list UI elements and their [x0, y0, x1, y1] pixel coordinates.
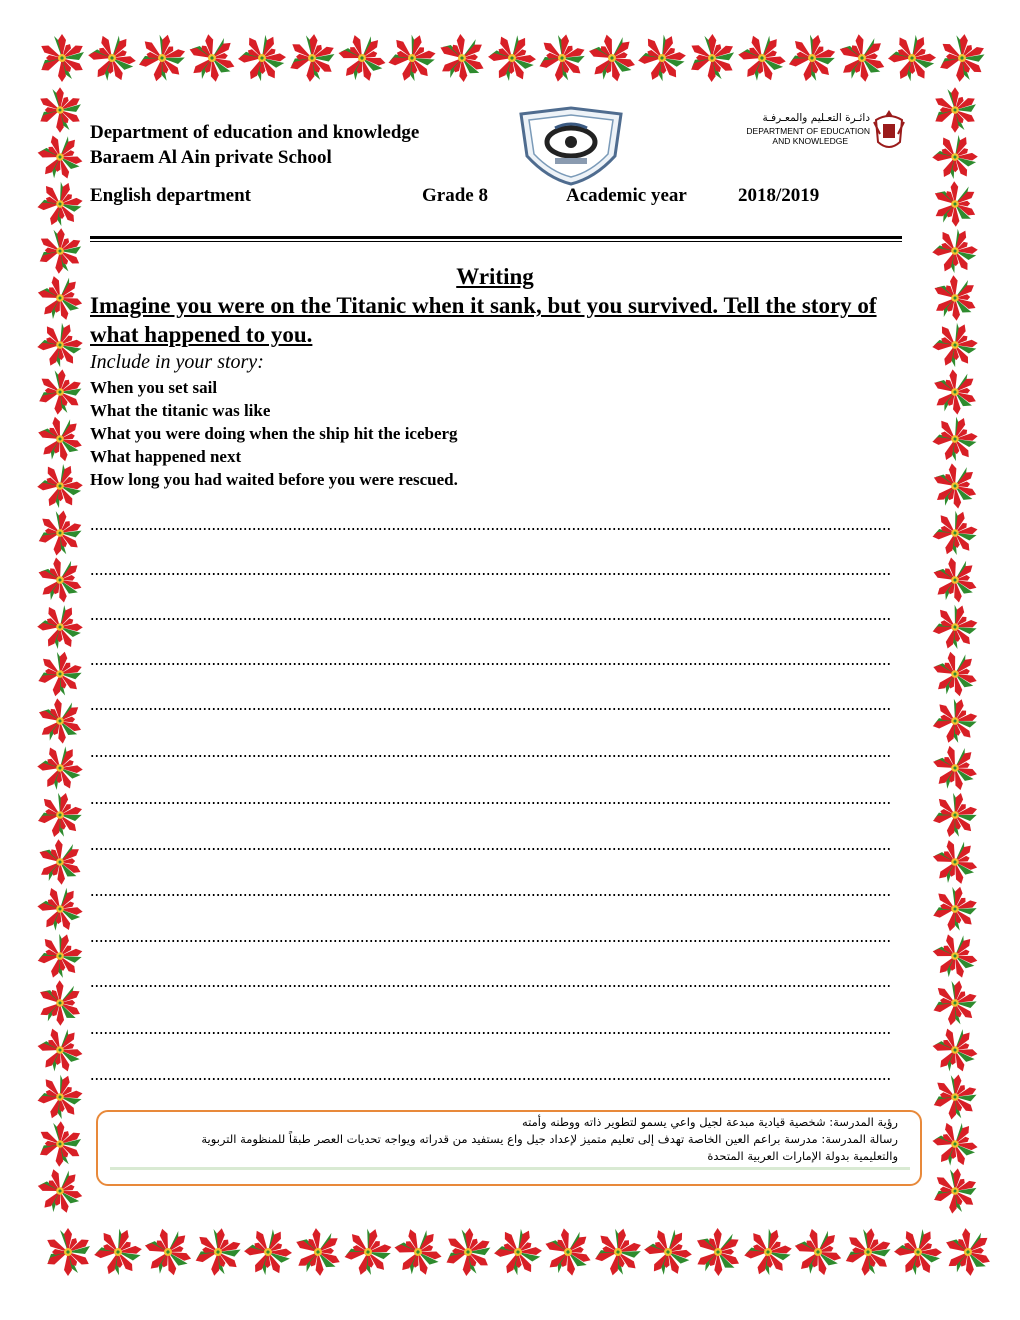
- poinsettia-icon: [785, 1219, 851, 1285]
- adek-logo: [730, 112, 870, 146]
- poinsettia-icon: [79, 25, 144, 91]
- poinsettia-icon: [135, 1219, 201, 1285]
- writing-line[interactable]: [90, 663, 890, 665]
- poinsettia-icon: [231, 26, 294, 90]
- poinsettia-icon: [192, 1225, 245, 1280]
- include-label: Include in your story:: [90, 351, 264, 373]
- poinsettia-icon: [29, 549, 92, 611]
- school-vision-text: رؤية المدرسة: شخصية قيادية مبدعة لجيل واعي يسمو لتطوير ذاته ووطنه وأمته: [522, 1115, 898, 1129]
- poinsettia-icon: [39, 34, 85, 82]
- school-mission-text: رسالة المدرسة: مدرسة براعم العين الخاصة تهدف إلى تعليم متميز لإعداد جيل واع يستفيد من قدراته ويواجه تحديات العصر طبقاً للمنظومة التربوية: [201, 1132, 898, 1146]
- emblem-icon: [872, 108, 906, 154]
- poinsettia-icon: [929, 976, 980, 1029]
- poinsettia-icon: [924, 925, 987, 988]
- writing-line[interactable]: [90, 802, 890, 804]
- poinsettia-icon: [590, 1223, 645, 1280]
- poinsettia-icon: [924, 831, 987, 894]
- header-divider-thin: [90, 241, 902, 242]
- poinsettia-icon: [29, 408, 92, 471]
- poinsettia-icon: [35, 507, 85, 559]
- writing-line[interactable]: [90, 573, 890, 575]
- writing-line[interactable]: [90, 848, 890, 850]
- poinsettia-icon: [329, 25, 395, 91]
- poinsettia-icon: [32, 1068, 89, 1126]
- poinsettia-icon: [928, 693, 983, 749]
- writing-line[interactable]: [90, 940, 890, 942]
- poinsettia-icon: [487, 1220, 549, 1283]
- school-name: Baraem Al Ain private School: [90, 147, 332, 168]
- school-mission-text-continued: والتعليمية بدولة الإمارات العربية المتحدة: [707, 1149, 898, 1163]
- writing-prompt: Imagine you were on the Titanic when it sank, but you survived. Tell the story of what happened to you.: [90, 293, 877, 347]
- list-item: What happened next: [90, 447, 242, 466]
- vision-box-inner: [110, 1124, 910, 1170]
- writing-line[interactable]: [90, 528, 890, 530]
- poinsettia-icon: [38, 87, 81, 133]
- poinsettia-icon: [927, 504, 984, 562]
- poinsettia-icon: [935, 1219, 1001, 1284]
- poinsettia-icon: [929, 882, 981, 936]
- poinsettia-icon: [927, 598, 983, 655]
- poinsettia-icon: [933, 87, 976, 133]
- department-name: Department of education and knowledge: [90, 122, 420, 143]
- poinsettia-icon: [535, 30, 588, 85]
- writing-line[interactable]: [90, 618, 890, 620]
- poinsettia-icon: [926, 410, 984, 469]
- writing-title: Writing: [456, 264, 534, 289]
- grade-label: Grade 8: [422, 185, 488, 206]
- poinsettia-icon: [689, 34, 735, 83]
- poinsettia-icon: [45, 1228, 91, 1276]
- poinsettia-icon: [33, 787, 87, 842]
- poinsettia-icon: [924, 174, 986, 235]
- poinsettia-icon: [88, 1221, 149, 1283]
- poinsettia-icon: [784, 29, 840, 87]
- poinsettia-icon: [29, 1019, 91, 1082]
- poinsettia-icon: [926, 315, 985, 375]
- poinsettia-icon: [738, 1221, 798, 1283]
- poinsettia-icon: [287, 32, 337, 84]
- poinsettia-icon: [429, 26, 494, 91]
- poinsettia-icon: [32, 928, 87, 985]
- list-item: What the titanic was like: [90, 401, 271, 420]
- poinsettia-icon: [29, 690, 91, 752]
- poinsettia-icon: [29, 878, 91, 940]
- poinsettia-icon: [925, 127, 985, 188]
- poinsettia-icon: [30, 596, 91, 657]
- poinsettia-icon: [886, 1220, 950, 1285]
- poinsettia-icon: [924, 1113, 986, 1176]
- writing-line[interactable]: [90, 985, 890, 987]
- poinsettia-icon: [686, 1220, 751, 1284]
- poinsettia-icon: [444, 1226, 493, 1277]
- school-vision-box: [96, 1110, 922, 1186]
- list-item: When you set sail: [90, 378, 218, 397]
- poinsettia-icon: [29, 973, 90, 1034]
- adek-english-line1: DEPARTMENT OF EDUCATION: [746, 126, 870, 136]
- poinsettia-icon: [535, 1219, 601, 1285]
- english-department-label: English department: [90, 185, 251, 206]
- header-divider: [90, 236, 902, 239]
- poinsettia-icon: [842, 1225, 894, 1279]
- poinsettia-icon: [579, 25, 645, 91]
- poinsettia-icon: [829, 25, 895, 90]
- poinsettia-icon: [29, 737, 90, 799]
- poinsettia-icon: [339, 1222, 397, 1282]
- writing-line[interactable]: [90, 708, 890, 710]
- poinsettia-icon: [134, 29, 190, 87]
- writing-line[interactable]: [90, 1078, 890, 1080]
- poinsettia-icon: [385, 1219, 451, 1285]
- poinsettia-icon: [928, 787, 982, 842]
- poinsettia-icon: [29, 126, 92, 189]
- poinsettia-icon: [383, 28, 442, 88]
- poinsettia-icon: [480, 25, 544, 90]
- poinsettia-icon: [937, 32, 987, 85]
- adek-arabic-name: دائـرة التعـليم والمعـرفـة: [762, 112, 870, 124]
- poinsettia-icon: [924, 549, 987, 611]
- poinsettia-icon: [930, 1071, 980, 1123]
- poinsettia-icon: [30, 456, 90, 517]
- poinsettia-icon: [285, 1220, 350, 1285]
- poinsettia-icon: [880, 26, 943, 90]
- poinsettia-icon: [31, 175, 88, 233]
- poinsettia-icon: [179, 25, 245, 91]
- poinsettia-icon: [31, 315, 90, 375]
- poinsettia-icon: [236, 1220, 300, 1285]
- poinsettia-icon: [924, 1019, 986, 1082]
- poinsettia-icon: [29, 831, 91, 892]
- poinsettia-icon: [635, 1219, 700, 1285]
- academic-year-value: 2018/2019: [738, 185, 820, 206]
- poinsettia-icon: [29, 1160, 92, 1223]
- writing-line[interactable]: [90, 755, 890, 757]
- poinsettia-icon: [924, 361, 986, 423]
- list-item: How long you had waited before you were rescued.: [90, 470, 458, 489]
- list-item: What you were doing when the ship hit the iceberg: [90, 424, 458, 443]
- poinsettia-icon: [924, 643, 987, 706]
- school-crest-logo: [515, 106, 627, 186]
- poinsettia-icon: [36, 367, 84, 417]
- poinsettia-icon: [34, 647, 86, 701]
- academic-year-label: Academic year: [566, 185, 687, 206]
- poinsettia-icon: [631, 27, 692, 89]
- poinsettia-icon: [729, 25, 794, 91]
- adek-english-line2: AND KNOWLEDGE: [772, 136, 848, 146]
- writing-line[interactable]: [90, 894, 890, 896]
- poinsettia-icon: [924, 455, 987, 517]
- poinsettia-icon: [931, 1166, 980, 1217]
- poinsettia-icon: [924, 737, 987, 800]
- poinsettia-icon: [38, 1120, 83, 1167]
- writing-line[interactable]: [90, 1032, 890, 1034]
